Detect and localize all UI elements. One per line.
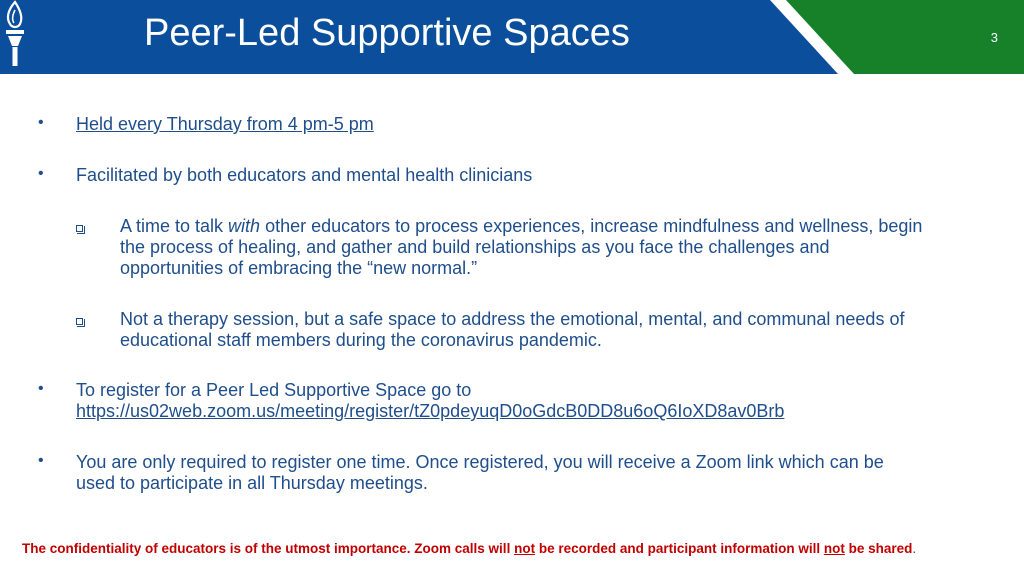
footer-period: . — [912, 541, 917, 556]
footer-not: not — [823, 541, 845, 556]
bullet-line: used to participate in all Thursday meetings. — [76, 473, 428, 493]
round-bullet: • — [38, 452, 44, 469]
footer-text: be recorded and participant information will — [535, 541, 824, 556]
emphasis-with: with — [228, 216, 261, 236]
bullet-register-once: You are only required to register one time. Once registered, you will receive a Zoom link which can be — [76, 452, 884, 472]
sub-bullet-time-to-talk — [120, 216, 922, 237]
round-bullet: • — [38, 380, 44, 397]
footer-not: not — [514, 541, 536, 556]
sub-bullet-text: A time to talk — [120, 216, 229, 236]
square-bullet — [76, 318, 83, 325]
sub-bullet-line: opportunities of embracing the “new normal.” — [120, 258, 478, 278]
slide-number: 3 — [990, 30, 998, 45]
bullet-schedule[interactable]: Held every Thursday from 4 pm-5 pm — [76, 114, 374, 134]
footer-text: The confidentiality of educators is of the utmost importance. Zoom calls will — [22, 541, 515, 556]
sub-bullet-line: the process of healing, and gather and build relationships as you face the challenges and — [120, 237, 830, 257]
footer-text: be shared — [844, 541, 913, 556]
confidentiality-notice — [22, 541, 916, 556]
torch-icon — [0, 0, 30, 66]
bullet-register: To register for a Peer Led Supportive Space go to — [76, 380, 472, 400]
registration-link[interactable]: https://us02web.zoom.us/meeting/register/tZ0pdeyuqD0oGdcB0DD8u6oQ6IoXD8av0Brb — [76, 401, 785, 421]
sub-bullet-line: educational staff members during the coronavirus pandemic. — [120, 330, 602, 350]
bullet-facilitators: Facilitated by both educators and mental health clinicians — [76, 165, 533, 185]
slide-header — [0, 0, 1024, 74]
sub-bullet-not-therapy: Not a therapy session, but a safe space to address the emotional, mental, and communal needs of — [120, 309, 905, 329]
round-bullet: • — [38, 165, 44, 182]
round-bullet: • — [38, 114, 44, 131]
sub-bullet-text: other educators to process experiences, increase mindfulness and wellness, begin — [260, 216, 923, 236]
page-title: Peer-Led Supportive Spaces — [144, 12, 630, 54]
square-bullet — [76, 225, 83, 232]
